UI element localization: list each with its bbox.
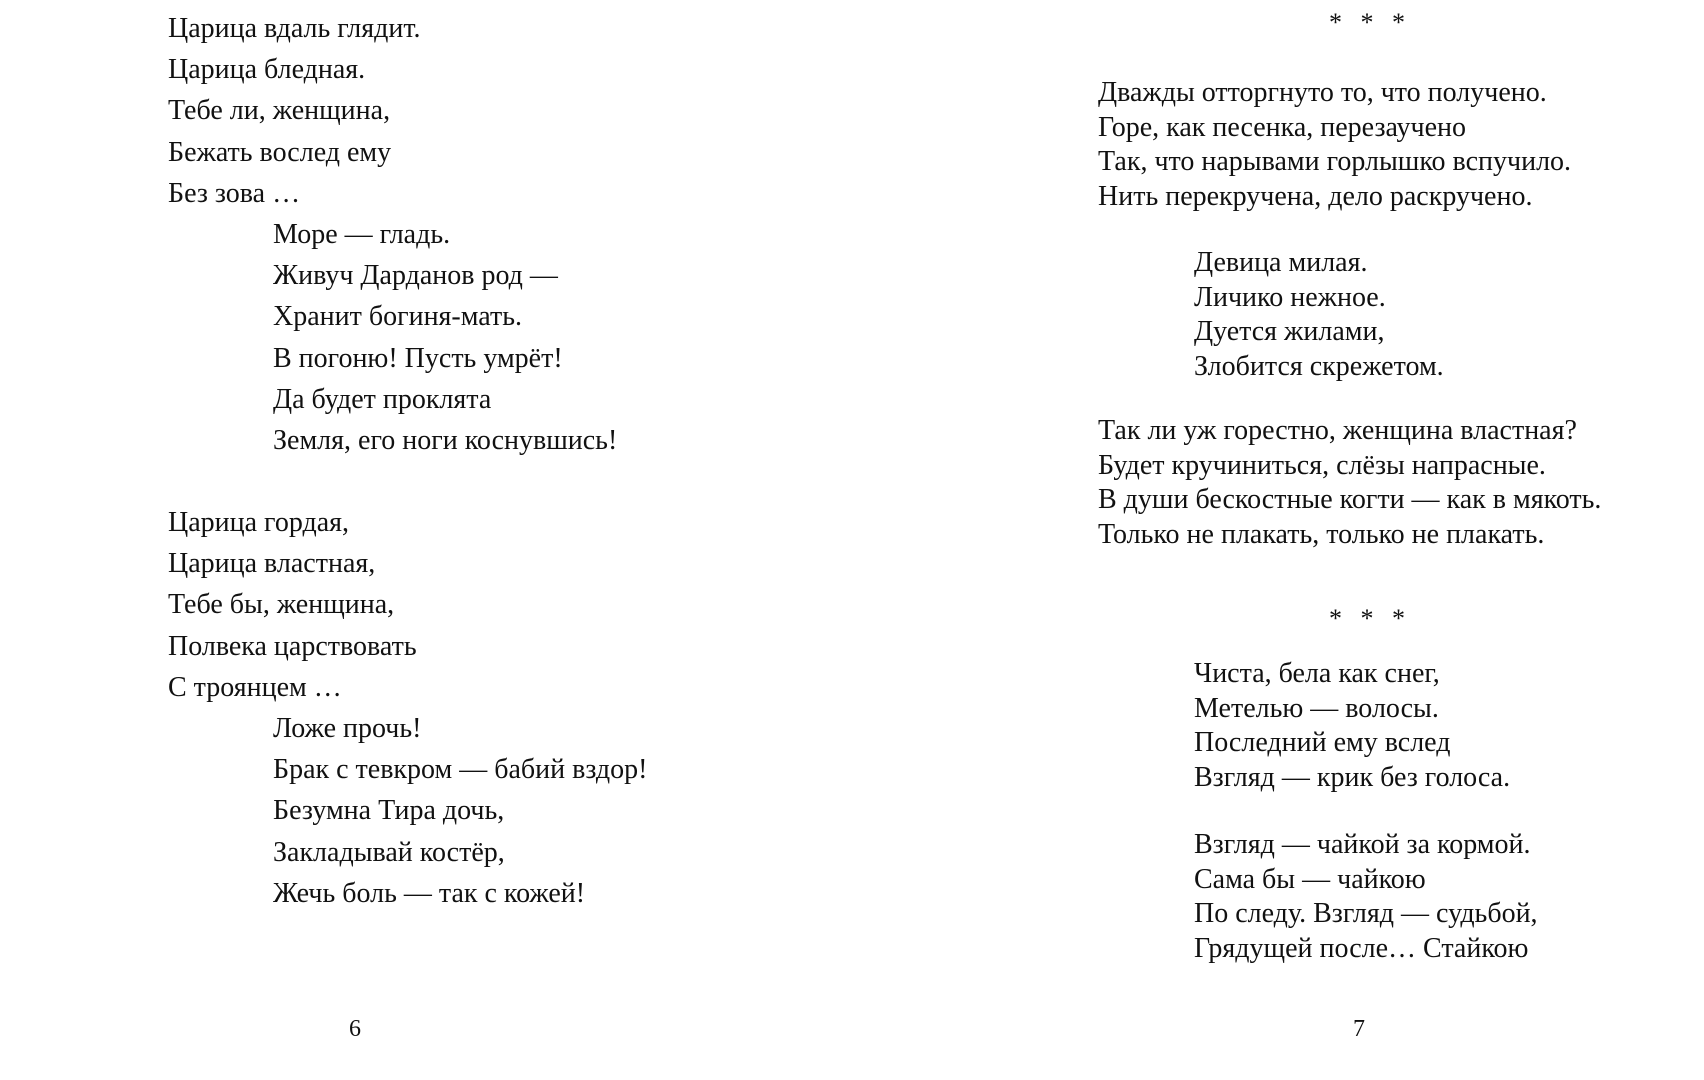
verse-line: Чиста, бела как снег, bbox=[1194, 658, 1440, 689]
verse-line: Дуется жилами, bbox=[1194, 316, 1385, 347]
verse-line: Жечь боль — так с кожей! bbox=[273, 877, 586, 909]
verse-line: Тебе бы, женщина, bbox=[168, 589, 395, 621]
verse-line: С троянцем … bbox=[168, 671, 342, 703]
page-number-right: 7 bbox=[1353, 1016, 1365, 1042]
verse-line: По следу. Взгляд — судьбой, bbox=[1194, 898, 1538, 929]
verse-line: В души бескостные когти — как в мякоть. bbox=[1098, 484, 1602, 515]
verse-line: Безумна Тира дочь, bbox=[273, 795, 505, 827]
verse-line: Личико нежное. bbox=[1194, 281, 1386, 313]
right-stanza-5 bbox=[1194, 828, 1538, 966]
verse-line: Ложе прочь! bbox=[273, 713, 422, 744]
page-number-left: 6 bbox=[349, 1016, 361, 1042]
left-stanza-4 bbox=[273, 708, 647, 914]
right-page bbox=[852, 0, 1704, 1080]
verse-line: Только не плакать, только не плакать. bbox=[1098, 518, 1545, 550]
verse-line: Царица вдаль глядит. bbox=[168, 13, 421, 44]
left-stanza-1 bbox=[168, 8, 421, 214]
verse-line: Закладывай костёр, bbox=[273, 836, 505, 868]
verse-line: Нить перекручена, дело раскручено. bbox=[1098, 180, 1533, 212]
left-stanza-2 bbox=[273, 214, 617, 461]
verse-line: Взгляд — крик без голоса. bbox=[1194, 761, 1511, 793]
verse-line: Да будет проклята bbox=[273, 383, 492, 415]
right-stanza-3 bbox=[1098, 414, 1601, 552]
section-separator-top: * * * bbox=[1329, 8, 1411, 37]
verse-line: Грядущей после… Стайкою bbox=[1194, 932, 1529, 964]
verse-line: Царица бледная. bbox=[168, 54, 366, 86]
verse-line: Взгляд — чайкой за кормой. bbox=[1194, 829, 1531, 860]
verse-line: Так, что нарывами горлышко вспучило. bbox=[1098, 146, 1572, 177]
verse-line: Дважды отторгнуто то, что получено. bbox=[1098, 77, 1547, 108]
verse-line: Девица милая. bbox=[1194, 247, 1368, 278]
verse-line: Будет кручиниться, слёзы напрасные. bbox=[1098, 449, 1546, 481]
verse-line: Так ли уж горестно, женщина властная? bbox=[1098, 415, 1577, 446]
left-stanza-3 bbox=[168, 502, 417, 708]
verse-line: Метелью — волосы. bbox=[1194, 692, 1439, 724]
verse-line: Сама бы — чайкою bbox=[1194, 863, 1426, 895]
verse-line: Хранит богиня-мать. bbox=[273, 301, 522, 333]
verse-line: Горе, как песенка, перезаучено bbox=[1098, 111, 1467, 143]
verse-line: В погоню! Пусть умрёт! bbox=[273, 342, 563, 374]
right-stanza-4 bbox=[1194, 657, 1510, 795]
verse-line: Царица гордая, bbox=[168, 507, 350, 538]
verse-line: Последний ему вслед bbox=[1194, 727, 1451, 758]
verse-line: Море — гладь. bbox=[273, 219, 451, 250]
verse-line: Живуч Дарданов род — bbox=[273, 260, 558, 292]
verse-line: Бежать вослед ему bbox=[168, 136, 392, 168]
verse-line: Злобится скрежетом. bbox=[1194, 350, 1444, 382]
verse-line: Брак с тевкром — бабий вздор! bbox=[273, 754, 648, 786]
right-stanza-1 bbox=[1098, 76, 1571, 214]
section-separator-middle: * * * bbox=[1329, 604, 1411, 633]
verse-line: Земля, его ноги коснувшись! bbox=[273, 424, 618, 456]
verse-line: Царица властная, bbox=[168, 548, 376, 580]
verse-line: Без зова … bbox=[168, 177, 301, 209]
verse-line: Полвека царствовать bbox=[168, 630, 417, 662]
right-stanza-2 bbox=[1194, 246, 1444, 384]
verse-line: Тебе ли, женщина, bbox=[168, 95, 391, 127]
